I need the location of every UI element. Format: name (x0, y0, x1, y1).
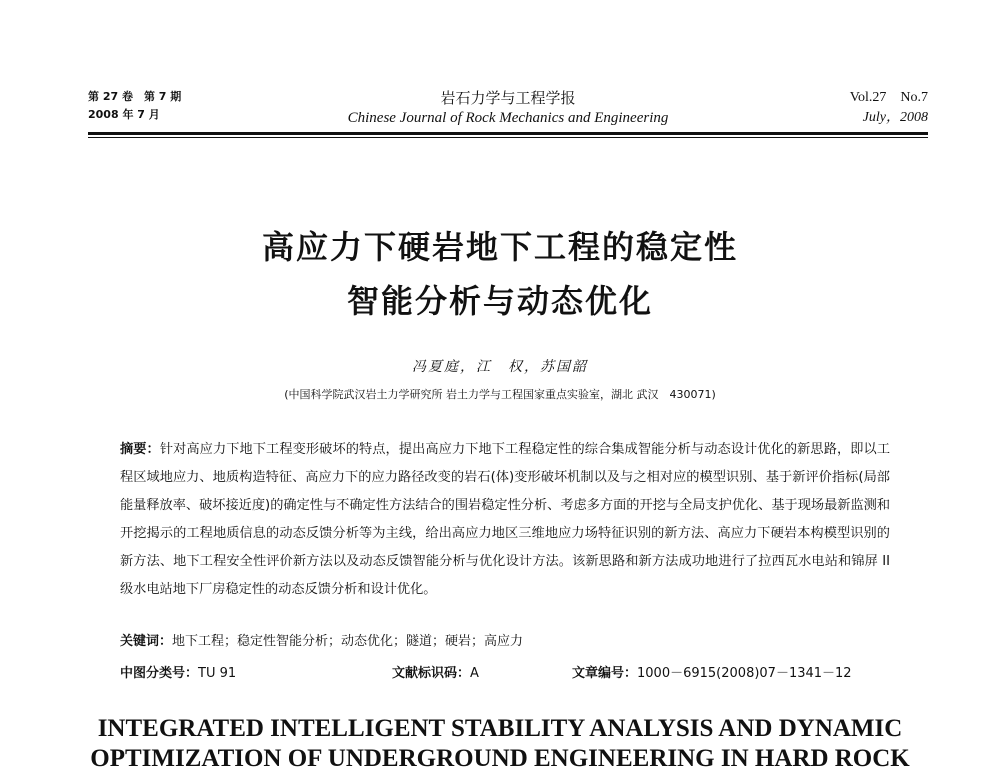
clc-value: TU 91 (198, 666, 237, 681)
header-center (88, 88, 928, 128)
english-title-line1: INTEGRATED INTELLIGENT STABILITY ANALYSIS AND DYNAMIC (97, 715, 903, 742)
date-cn: 2008 年 7 月 (88, 108, 160, 121)
affiliation: (中国科学院武汉岩土力学研究所 岩土力学与工程国家重点实验室，湖北 武汉 430071) (284, 388, 716, 401)
clc-number (120, 664, 236, 684)
paper-title-line1: 高应力下硬岩地下工程的稳定性 (261, 228, 738, 266)
classification-row (120, 664, 890, 684)
keywords-section (120, 632, 890, 652)
volume-issue-en: Vol.27 No.7 (849, 90, 928, 105)
doc-label: 文献标识码： (392, 666, 471, 681)
date-en: July，2008 (862, 110, 928, 125)
abstract-section (120, 436, 890, 604)
document-code (392, 664, 479, 684)
keywords-text: 地下工程；稳定性智能分析；动态优化；隧道；硬岩；高应力 (172, 634, 524, 649)
volume-issue-cn: 第 27 卷 第 7 期 (88, 90, 182, 103)
english-title-line2: OPTIMIZATION OF UNDERGROUND ENGINEERING IN HARD ROCK (90, 745, 910, 772)
journal-name-en: Chinese Journal of Rock Mechanics and Engineering (347, 110, 669, 126)
author-list: 冯夏庭，江 权，苏国韶 (412, 359, 588, 375)
keywords-label: 关键词： (120, 634, 173, 649)
header-rule-thick (88, 132, 928, 135)
article-value: 1000－6915(2008)07－1341－12 (637, 666, 852, 681)
doc-value: A (470, 666, 479, 681)
paper-title-line2: 智能分析与动态优化 (346, 282, 653, 320)
abstract-text: 针对高应力下地下工程变形破坏的特点，提出高应力下地下工程稳定性的综合集成智能分析与动态设计优化的新思路，即以工程区域地应力、地质构造特征、高应力下的应力路径改变的岩石(体)变形破坏机制以及与之相对应的模型识别、基于新评价指标(局部能量释放率、破坏接近度)的确定性与不确定性方法结合的围岩稳定性分析、考虑多方面的开挖与全局支护优化、基于现场最新监测和开挖揭示的工程地质信息的动态反馈分析等为主线，给出高应力地区三维地应力场特征识别的新方法、高应力下硬岩本构模型识别的新方法、地下工程安全性评价新方法以及动态反馈智能分析与优化设计方法。该新思路和新方法成功地进行了拉西瓦水电站和锦屏 II 级水电站地下厂房稳定性的动态反馈分析和设计优化。 (120, 442, 891, 597)
article-label: 文章编号： (572, 666, 638, 681)
header-right (850, 88, 928, 128)
journal-name-cn: 岩石力学与工程学报 (440, 89, 576, 107)
clc-label: 中图分类号： (120, 666, 199, 681)
abstract-label: 摘要： (120, 442, 160, 457)
article-number (572, 664, 852, 684)
header-rule-thin (88, 137, 928, 138)
